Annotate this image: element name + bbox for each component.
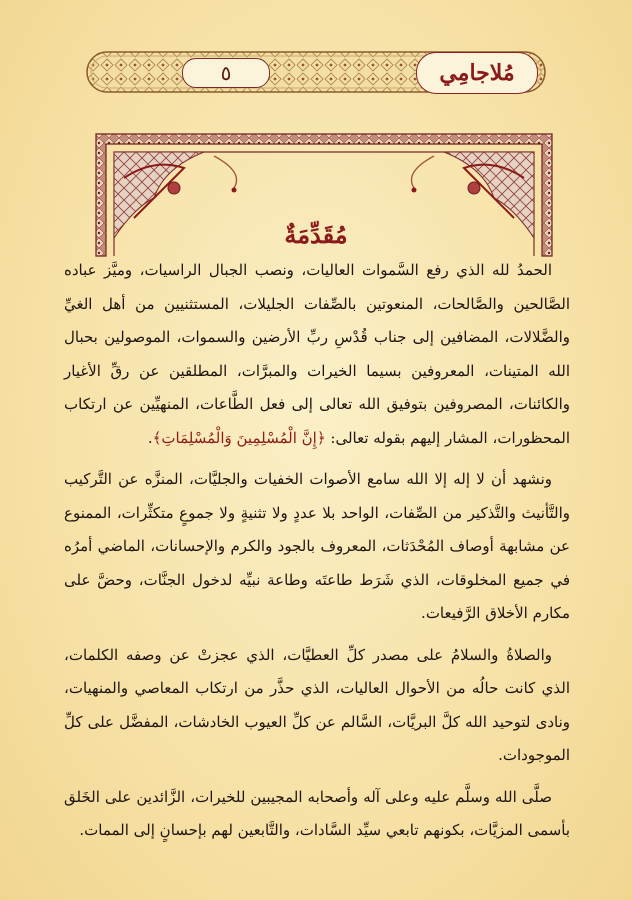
paragraph-2: ونشهد أن لا إله إلا الله سامع الأصوات الخفيات والجليَّات، المنزَّه عن التَّركيب والتَّأنيث والتَّذكير من الصِّفات، الواحد بلا عددٍ ولا تثنيةٍ ولا جموعٍ متكثِّرات، الممنوع عن مشابهة أوصاف المُحْدَثات، المعروف بالجود والكرم والإحسانات، الماضي أمرُه في جميع المخلوقات، الذي شَرَط طاعتَه وطاعة نبيِّه لدخول الجنَّات، وحضَّ على مكارم الأخلاق الرَّفيعات.	[64, 470, 570, 622]
page-header	[86, 40, 546, 104]
book-logo: مُلاجامِي	[416, 52, 538, 94]
chapter-title: مُقَدِّمَةٌ	[284, 220, 348, 249]
paragraph-1	[64, 254, 570, 455]
quran-quote: ﴿إِنَّ الْمُسْلِمِينَ وَالْمُسْلِمَاتِ﴾	[152, 428, 326, 447]
page-number: ٥	[182, 58, 270, 88]
paragraph-3: والصلاةُ والسلامُ على مصدر كلِّ العطيَّات، الذي عجزتْ عن وصفه الكلمات، الذي كانت حالُه من الأحوال العاليات، الذي حذَّر من ارتكاب المعاصي والمنهيات، ونادى لتوحيد الله كلَّ البريَّات، السَّالم عن كلِّ العيوب الخادشات، المفضَّل على كلِّ الموجودات.	[64, 645, 570, 764]
body-text	[64, 254, 570, 856]
paragraph-1-end: .	[147, 428, 153, 447]
paragraph-1-text: الحمدُ لله الذي رفع السَّموات العاليات، ونصب الجبال الراسيات، وميَّز عباده الصَّالحين والصَّالحات، المنعوتين بالصِّفات الجليلات، المستثنيين من أهل الغيِّ والضَّلالات، المضافين إلى جناب قُدْسِ ربِّ الأرضين والسموات، الموصولين بحبال الله المتينات، المعروفين بسيما الخيرات والمبرَّات، المطلقين عن رقِّ الأغيار والكائنات، المصروفين بتوفيق الله تعالى إلى فعل الطَّاعات، المنهيِّين عن ارتكاب المحظورات، المشار إليهم بقوله تعالى:	[64, 261, 570, 447]
paragraph-4: صلَّى الله وسلَّم عليه وعلى آله وأصحابه المجيبين للخيرات، الزَّائدين على الخَلق بأسمى المزيَّات، بكونهم تابعي سيِّد السَّادات، والتَّابعين لهم بإحسانٍ إلى الممات.	[64, 787, 570, 839]
